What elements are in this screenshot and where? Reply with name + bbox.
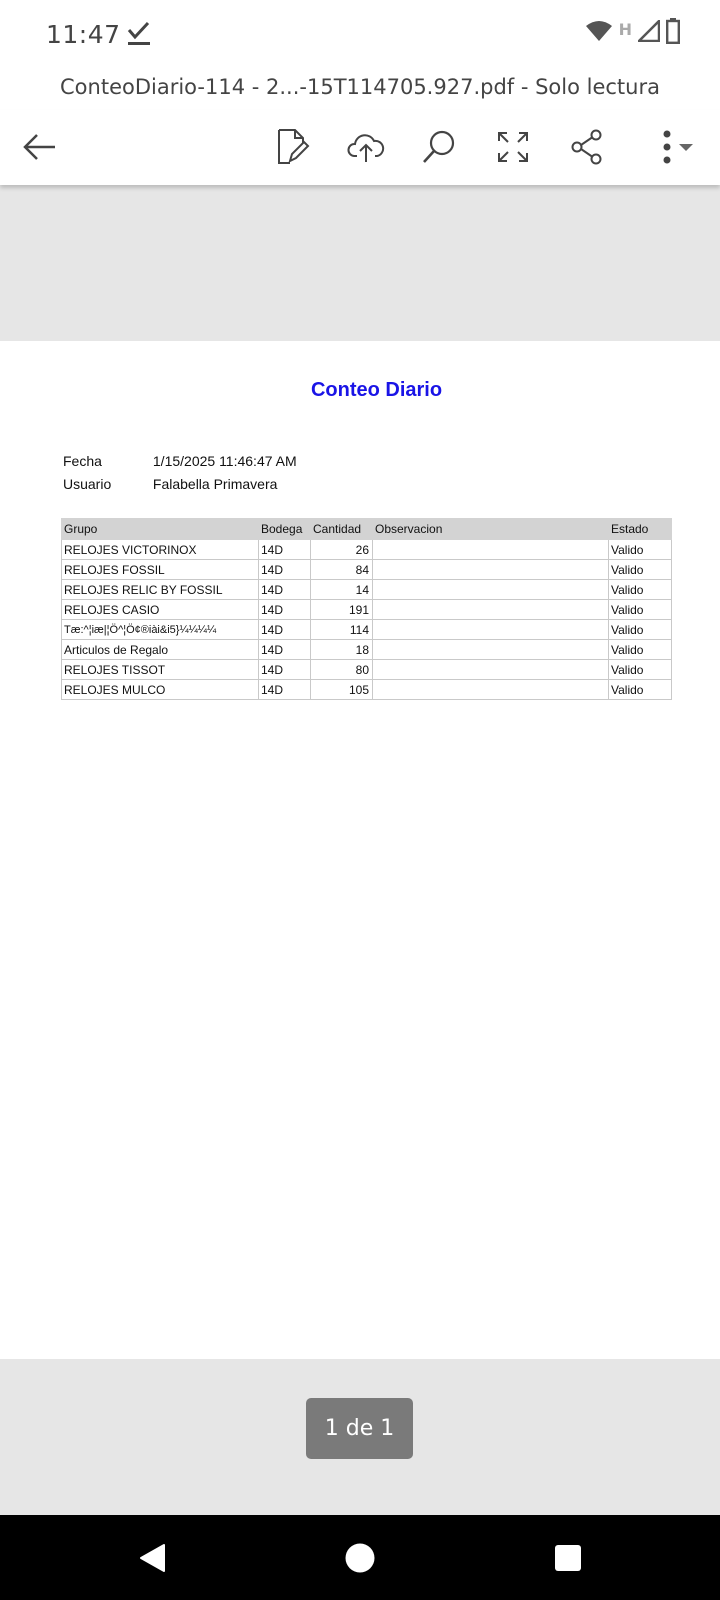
table-row xyxy=(62,560,672,580)
cell-estado: Valido xyxy=(609,600,672,620)
cell-observacion xyxy=(373,580,609,600)
cell-bodega: 14D xyxy=(259,620,311,640)
table-row xyxy=(62,620,672,640)
cloud-upload-icon[interactable] xyxy=(341,122,391,172)
usuario-value: Falabella Primavera xyxy=(152,476,278,492)
cell-bodega: 14D xyxy=(259,600,311,620)
cell-observacion xyxy=(373,640,609,660)
cell-cantidad: 114 xyxy=(311,620,373,640)
cell-cantidad: 105 xyxy=(311,680,373,700)
cell-cantidad: 191 xyxy=(311,600,373,620)
column-header-cantidad: Cantidad xyxy=(311,519,373,540)
cell-observacion xyxy=(373,660,609,680)
status-icons xyxy=(585,18,680,49)
edit-icon[interactable] xyxy=(268,122,318,172)
nav-home-icon[interactable] xyxy=(337,1535,383,1581)
cell-grupo: RELOJES TISSOT xyxy=(62,660,259,680)
cell-bodega: 14D xyxy=(259,660,311,680)
fecha-row xyxy=(63,453,297,469)
cell-observacion xyxy=(373,600,609,620)
cell-cantidad: 84 xyxy=(311,560,373,580)
cell-grupo: RELOJES VICTORINOX xyxy=(62,540,259,560)
table-row xyxy=(62,540,672,560)
cell-cantidad: 14 xyxy=(311,580,373,600)
cell-grupo: RELOJES RELIC BY FOSSIL xyxy=(62,580,259,600)
battery-icon xyxy=(666,18,680,49)
cell-estado: Valido xyxy=(609,620,672,640)
column-header-observacion: Observacion xyxy=(373,519,609,540)
cell-bodega: 14D xyxy=(259,640,311,660)
cell-bodega: 14D xyxy=(259,560,311,580)
viewer-background-top xyxy=(0,185,720,341)
cell-bodega: 14D xyxy=(259,680,311,700)
fullscreen-icon[interactable] xyxy=(488,122,538,172)
cell-estado: Valido xyxy=(609,560,672,580)
cell-observacion xyxy=(373,560,609,580)
table-row xyxy=(62,640,672,660)
signal-icon xyxy=(638,20,660,47)
usuario-label: Usuario xyxy=(63,476,112,492)
cell-bodega: 14D xyxy=(259,580,311,600)
fecha-label: Fecha xyxy=(63,453,102,469)
cell-observacion xyxy=(373,540,609,560)
column-header-grupo: Grupo xyxy=(62,519,259,540)
nav-recents-icon[interactable] xyxy=(545,1535,591,1581)
cell-grupo: Tæ:^¦iæ|¦Ö^¦Ö¢®iài&i5}¼¼¼¼ xyxy=(62,620,259,640)
cell-cantidad: 26 xyxy=(311,540,373,560)
report-title: Conteo Diario xyxy=(310,379,443,401)
cell-estado: Valido xyxy=(609,540,672,560)
table-row xyxy=(62,660,672,680)
fecha-value: 1/15/2025 11:46:47 AM xyxy=(152,453,297,469)
page-indicator: 1 de 1 xyxy=(306,1398,413,1459)
search-icon[interactable] xyxy=(414,122,464,172)
pdf-page[interactable] xyxy=(0,341,720,1359)
cell-estado: Valido xyxy=(609,640,672,660)
table-row xyxy=(62,680,672,700)
cell-estado: Valido xyxy=(609,680,672,700)
status-bar xyxy=(0,0,720,70)
network-type-label: H xyxy=(618,20,632,39)
back-arrow-icon[interactable] xyxy=(15,122,65,172)
nav-back-icon[interactable] xyxy=(129,1535,175,1581)
usuario-row xyxy=(63,476,277,492)
cell-estado: Valido xyxy=(609,660,672,680)
more-options-icon[interactable] xyxy=(642,122,702,172)
cell-cantidad: 18 xyxy=(311,640,373,660)
cell-grupo: RELOJES FOSSIL xyxy=(62,560,259,580)
wifi-icon xyxy=(585,20,613,47)
viewer-toolbar xyxy=(0,110,720,185)
cell-grupo: RELOJES CASIO xyxy=(62,600,259,620)
report-table xyxy=(61,518,672,700)
cell-bodega: 14D xyxy=(259,540,311,560)
table-row xyxy=(62,600,672,620)
cell-observacion xyxy=(373,620,609,640)
cell-observacion xyxy=(373,680,609,700)
column-header-estado: Estado xyxy=(609,519,672,540)
system-nav-bar xyxy=(0,1515,720,1600)
share-icon[interactable] xyxy=(562,122,612,172)
table-row xyxy=(62,580,672,600)
cell-cantidad: 80 xyxy=(311,660,373,680)
download-complete-icon xyxy=(126,20,152,50)
column-header-bodega: Bodega xyxy=(259,519,311,540)
status-time: 11:47 xyxy=(46,20,121,49)
table-header-row xyxy=(62,519,672,540)
cell-grupo: Articulos de Regalo xyxy=(62,640,259,660)
document-title: ConteoDiario-114 - 2...-15T114705.927.pdf - Solo lectura xyxy=(60,75,660,99)
cell-grupo: RELOJES MULCO xyxy=(62,680,259,700)
cell-estado: Valido xyxy=(609,580,672,600)
